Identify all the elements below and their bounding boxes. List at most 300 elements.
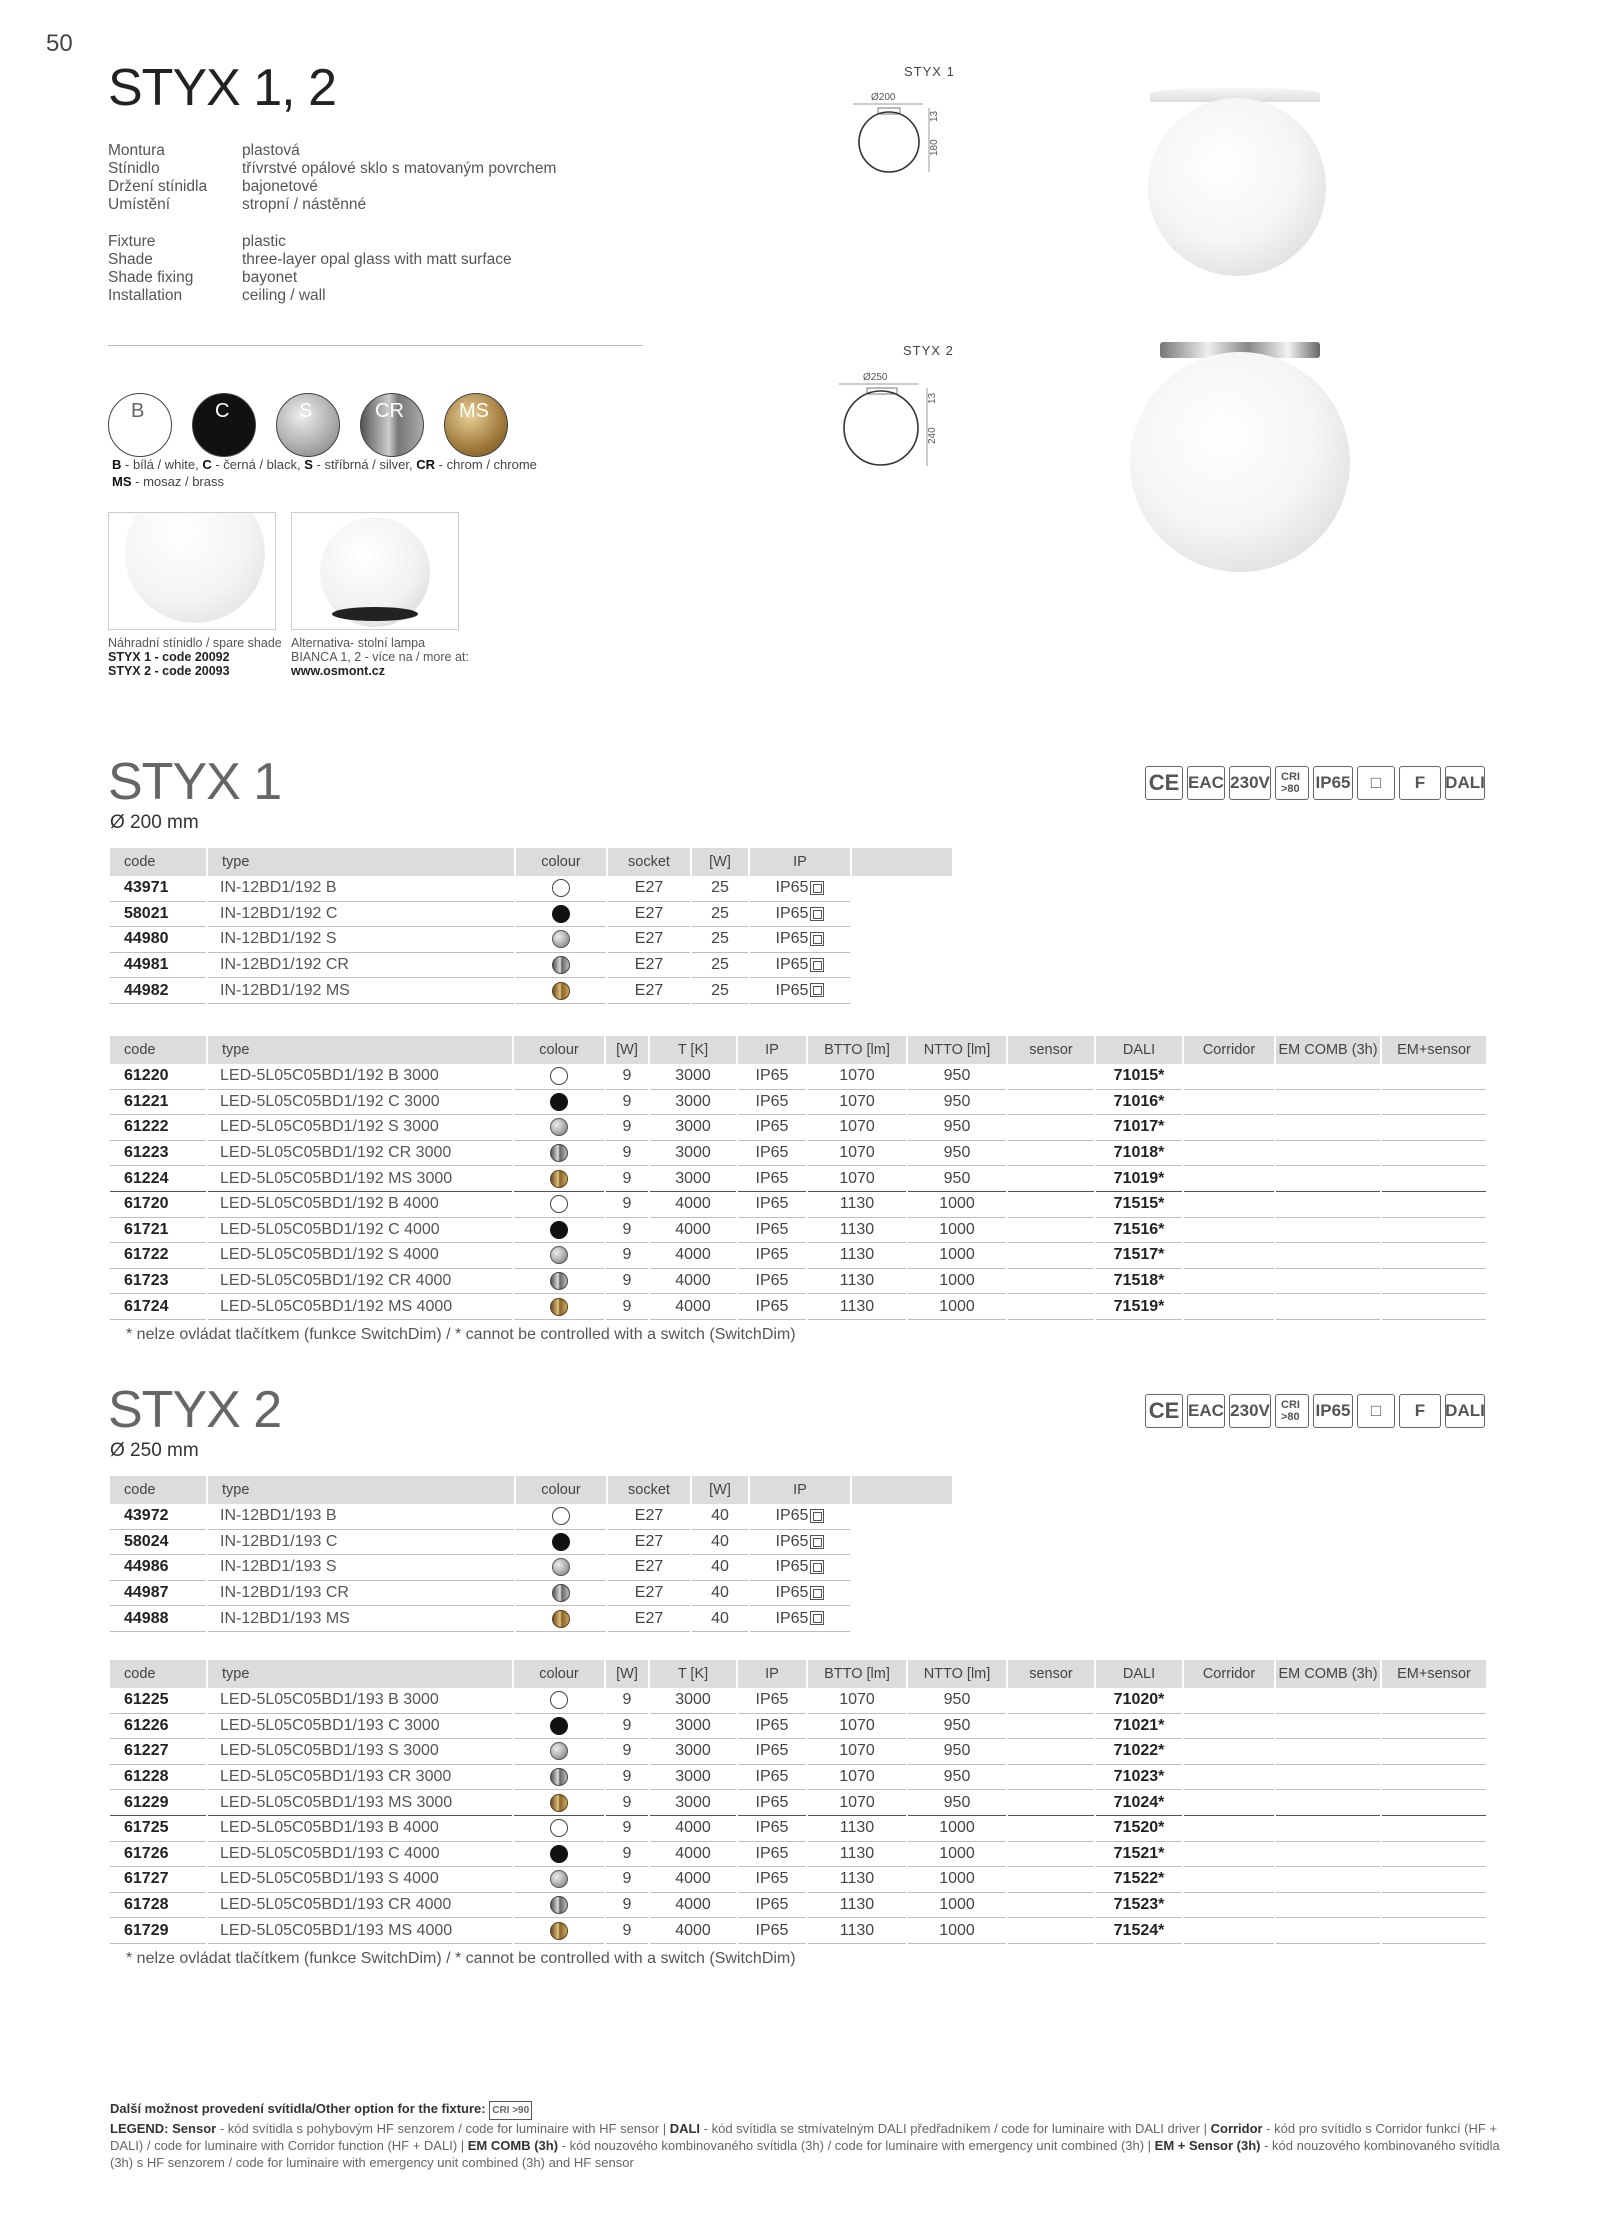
table-cell: 9 [606, 1739, 648, 1765]
table-cell [1184, 1765, 1274, 1791]
table-cell [1276, 1218, 1380, 1244]
table-cell: 4000 [650, 1218, 736, 1244]
table-cell: 40 [692, 1530, 748, 1556]
colour-dot-c [550, 1717, 568, 1735]
table-cell: 4000 [650, 1918, 736, 1944]
table-cell: 9 [606, 1918, 648, 1944]
table-cell [1382, 1218, 1486, 1244]
swatch-s [276, 393, 340, 457]
table-cell: LED-5L05C05BD1/193 B 3000 [208, 1688, 512, 1714]
table-cell: 9 [606, 1269, 648, 1295]
table-cell: 1130 [808, 1816, 906, 1842]
table-cell [514, 1141, 604, 1167]
cert-icon-2: 230V [1229, 1394, 1271, 1428]
column-header: IP [738, 1036, 806, 1064]
colour-dot-c [552, 905, 570, 923]
table-cell: 71015* [1096, 1064, 1182, 1090]
table-cell: 1130 [808, 1918, 906, 1944]
table-cell [1008, 1688, 1094, 1714]
column-header: DALI [1096, 1036, 1182, 1064]
table-cell [514, 1893, 604, 1919]
spec-key: Installation [108, 287, 183, 304]
table-cell: 1130 [808, 1842, 906, 1868]
spec-row [108, 233, 512, 251]
swatch-cr [360, 393, 424, 457]
table-cell: 9 [606, 1790, 648, 1816]
table-cell: LED-5L05C05BD1/193 MS 3000 [208, 1790, 512, 1816]
table-cell: E27 [608, 1555, 690, 1581]
section-title-styx1: STYX 1 [108, 753, 282, 811]
cert-icon-5: □ [1357, 766, 1395, 800]
table-cell: 950 [908, 1790, 1006, 1816]
table-cell: 9 [606, 1243, 648, 1269]
page-number: 50 [46, 30, 73, 57]
column-header: Corridor [1184, 1660, 1274, 1688]
table-cell: 3000 [650, 1166, 736, 1192]
ip-rating: IP65 [775, 1507, 809, 1525]
colour-dot-ms [550, 1922, 568, 1940]
table-cell: 1070 [808, 1166, 906, 1192]
table-cell: 40 [692, 1504, 748, 1530]
table-cell: IN-12BD1/192 B [208, 876, 514, 902]
footnote-styx2: * nelze ovládat tlačítkem (funkce SwitchDim) / * cannot be controlled with a switch (SwitchDim) [126, 1950, 796, 1967]
table-cell: 4000 [650, 1893, 736, 1919]
swatch-b [108, 393, 172, 457]
table-cell: 40 [692, 1581, 748, 1607]
table-row [110, 1606, 952, 1632]
table-cell [1382, 1166, 1486, 1192]
ip-rating: IP65 [775, 981, 809, 999]
table-cell: 9 [606, 1842, 648, 1868]
dimension-base-styx2: 13 [927, 392, 938, 404]
table-cell [1382, 1918, 1486, 1944]
table-cell: 1070 [808, 1765, 906, 1791]
table-cell: IP65 [738, 1141, 806, 1167]
table-cell [514, 1064, 604, 1090]
table-cell: 71516* [1096, 1218, 1182, 1244]
class-ii-icon [810, 958, 824, 972]
table-cell [1276, 1064, 1380, 1090]
table-cell: LED-5L05C05BD1/193 S 4000 [208, 1867, 512, 1893]
section-title-styx2: STYX 2 [108, 1381, 282, 1439]
drawing-label-styx1: STYX 1 [904, 64, 955, 79]
table-cell: 9 [606, 1893, 648, 1919]
colour-dot-b [550, 1195, 568, 1213]
table-cell [514, 1867, 604, 1893]
table-cell: 3000 [650, 1141, 736, 1167]
spec-row [108, 251, 512, 269]
table-cell [750, 902, 850, 928]
table-cell [852, 1581, 952, 1607]
table-cell [1276, 1141, 1380, 1167]
table-cell [1184, 1739, 1274, 1765]
table-cell: 1130 [808, 1218, 906, 1244]
table-cell: 25 [692, 978, 748, 1004]
specs-cz [108, 142, 556, 214]
table-row [110, 1064, 1486, 1090]
table-cell [1184, 1192, 1274, 1218]
table-lamp-caption: Alternativa- stolní lampa BIANCA 1, 2 - více na / more at: www.osmont.cz [291, 636, 469, 678]
column-header: type [208, 1476, 514, 1504]
spec-value: plastic [242, 233, 286, 250]
table-cell [1184, 1842, 1274, 1868]
table-cell [852, 1555, 952, 1581]
table-cell: 71520* [1096, 1816, 1182, 1842]
table-cell: 1070 [808, 1064, 906, 1090]
column-header: EM+sensor [1382, 1036, 1486, 1064]
table-cell: E27 [608, 876, 690, 902]
table-cell: 1070 [808, 1790, 906, 1816]
certification-icons-styx2 [1145, 1394, 1485, 1428]
table-cell [514, 1688, 604, 1714]
table-cell: 9 [606, 1192, 648, 1218]
technical-drawing-styx1 [845, 88, 945, 188]
table-cell: 61229 [110, 1790, 206, 1816]
table-cell: E27 [608, 1581, 690, 1607]
table-cell [1008, 1192, 1094, 1218]
table-cell [516, 1581, 606, 1607]
table-cell: 1000 [908, 1294, 1006, 1320]
swatch-label: S [299, 400, 313, 422]
column-header [852, 1476, 952, 1504]
table-cell [1382, 1893, 1486, 1919]
table-cell: 43972 [110, 1504, 206, 1530]
column-header: socket [608, 1476, 690, 1504]
column-header: NTTO [lm] [908, 1660, 1006, 1688]
table-cell: LED-5L05C05BD1/193 CR 3000 [208, 1765, 512, 1791]
table-cell: 9 [606, 1141, 648, 1167]
table-cell: IP65 [738, 1688, 806, 1714]
table-cell [516, 1530, 606, 1556]
table-cell: 61223 [110, 1141, 206, 1167]
table-cell [1184, 1243, 1274, 1269]
colour-dot-ms [552, 1610, 570, 1628]
spec-key: Umístění [108, 196, 171, 213]
spec-row [108, 178, 556, 196]
table-cell: 61221 [110, 1090, 206, 1116]
table-cell: 44981 [110, 953, 206, 979]
column-header: IP [750, 848, 850, 876]
table-cell [516, 953, 606, 979]
table-cell [1382, 1714, 1486, 1740]
table-cell [750, 1530, 850, 1556]
column-header: type [208, 848, 514, 876]
table-cell: IP65 [738, 1918, 806, 1944]
table-cell: IP65 [738, 1115, 806, 1141]
table-cell [1276, 1688, 1380, 1714]
spec-value: three-layer opal glass with matt surface [242, 251, 512, 268]
table-row [110, 1504, 952, 1530]
table-cell: IP65 [738, 1192, 806, 1218]
table-cell [1184, 1790, 1274, 1816]
table-cell [1184, 1064, 1274, 1090]
table-cell: IN-12BD1/192 MS [208, 978, 514, 1004]
swatch-label: MS [459, 400, 489, 422]
table-cell: 58021 [110, 902, 206, 928]
colour-dot-ms [552, 982, 570, 1000]
table-cell [1008, 1842, 1094, 1868]
table-cell: 9 [606, 1218, 648, 1244]
column-header [852, 848, 952, 876]
table-cell: IN-12BD1/193 CR [208, 1581, 514, 1607]
table-cell [852, 1504, 952, 1530]
section-diameter-styx2: Ø 250 mm [110, 1440, 199, 1461]
table-cell [514, 1090, 604, 1116]
table-cell: 71021* [1096, 1714, 1182, 1740]
colour-dot-b [552, 1507, 570, 1525]
table-cell [516, 1504, 606, 1530]
specs-en [108, 233, 512, 305]
table-cell: 71024* [1096, 1790, 1182, 1816]
table-cell: LED-5L05C05BD1/192 S 3000 [208, 1115, 512, 1141]
dimension-diameter-styx1: Ø200 [871, 92, 896, 103]
cert-icon-4: IP65 [1313, 766, 1353, 800]
led-table-styx1 [108, 1036, 1488, 1320]
table-cell: LED-5L05C05BD1/192 CR 3000 [208, 1141, 512, 1167]
table-cell [1382, 1790, 1486, 1816]
table-cell: E27 [608, 978, 690, 1004]
table-cell: LED-5L05C05BD1/193 S 3000 [208, 1739, 512, 1765]
table-cell: 71016* [1096, 1090, 1182, 1116]
table-cell: 3000 [650, 1739, 736, 1765]
table-cell: 1130 [808, 1192, 906, 1218]
table-cell: IP65 [738, 1714, 806, 1740]
table-cell [1382, 1269, 1486, 1295]
spec-row [108, 196, 556, 214]
table-cell: 61721 [110, 1218, 206, 1244]
table-cell: E27 [608, 1504, 690, 1530]
table-cell: 950 [908, 1166, 1006, 1192]
table-cell: 71515* [1096, 1192, 1182, 1218]
table-row [110, 1555, 952, 1581]
table-cell: 3000 [650, 1115, 736, 1141]
table-cell [1184, 1166, 1274, 1192]
table-cell: 1000 [908, 1867, 1006, 1893]
table-cell [1276, 1790, 1380, 1816]
spec-key: Fixture [108, 233, 156, 250]
table-cell: 44988 [110, 1606, 206, 1632]
spec-row [108, 269, 512, 287]
table-cell: 9 [606, 1688, 648, 1714]
cert-icon-6: F [1399, 1394, 1441, 1428]
table-row [110, 1269, 1486, 1295]
table-cell: 9 [606, 1115, 648, 1141]
table-cell [1276, 1867, 1380, 1893]
table-row [110, 1714, 1486, 1740]
colour-dot-s [550, 1246, 568, 1264]
table-cell [1382, 1192, 1486, 1218]
table-cell: 71023* [1096, 1765, 1182, 1791]
table-cell [1008, 1816, 1094, 1842]
column-header: colour [516, 848, 606, 876]
table-cell: LED-5L05C05BD1/193 C 3000 [208, 1714, 512, 1740]
table-row [110, 1867, 1486, 1893]
table-cell [1184, 1714, 1274, 1740]
table-cell: 71521* [1096, 1842, 1182, 1868]
table-cell: 3000 [650, 1090, 736, 1116]
table-cell [514, 1218, 604, 1244]
table-cell: 4000 [650, 1294, 736, 1320]
divider [108, 345, 643, 346]
table-cell: LED-5L05C05BD1/192 MS 4000 [208, 1294, 512, 1320]
table-row [110, 1816, 1486, 1842]
class-ii-icon [810, 983, 824, 997]
table-cell: 9 [606, 1714, 648, 1740]
footnote-styx1: * nelze ovládat tlačítkem (funkce SwitchDim) / * cannot be controlled with a switch (SwitchDim) [126, 1326, 796, 1343]
spec-row [108, 287, 512, 305]
table-cell [750, 1581, 850, 1607]
table-cell: 61225 [110, 1688, 206, 1714]
table-cell: 61222 [110, 1115, 206, 1141]
table-cell: 43971 [110, 876, 206, 902]
column-header: colour [514, 1660, 604, 1688]
colour-dot-ms [550, 1794, 568, 1812]
table-cell: 71522* [1096, 1867, 1182, 1893]
table-cell: 44982 [110, 978, 206, 1004]
dimension-diameter-styx2: Ø250 [863, 372, 888, 383]
table-cell [1184, 1688, 1274, 1714]
table-row [110, 927, 952, 953]
table-cell [1382, 1064, 1486, 1090]
ip-rating: IP65 [775, 1558, 809, 1576]
table-cell [852, 876, 952, 902]
table-cell: E27 [608, 1606, 690, 1632]
colour-dot-b [552, 879, 570, 897]
table-cell: E27 [608, 927, 690, 953]
column-header: code [110, 1476, 206, 1504]
table-cell [514, 1269, 604, 1295]
table-cell [514, 1115, 604, 1141]
column-header: EM+sensor [1382, 1660, 1486, 1688]
class-ii-icon [810, 932, 824, 946]
spare-shade-caption: Náhradní stínidlo / spare shade STYX 1 - code 20092 STYX 2 - code 20093 [108, 636, 282, 678]
led-table-styx2 [108, 1660, 1488, 1944]
table-cell [514, 1918, 604, 1944]
spec-key: Stínidlo [108, 160, 160, 177]
class-ii-icon [810, 1535, 824, 1549]
table-cell: IN-12BD1/192 CR [208, 953, 514, 979]
colour-dot-c [550, 1093, 568, 1111]
table-cell: IN-12BD1/193 MS [208, 1606, 514, 1632]
column-header: BTTO [lm] [808, 1660, 906, 1688]
table-lamp-image [291, 512, 459, 630]
column-header: IP [738, 1660, 806, 1688]
table-cell: E27 [608, 1530, 690, 1556]
table-cell [1276, 1166, 1380, 1192]
table-cell: 950 [908, 1115, 1006, 1141]
table-cell: 1130 [808, 1243, 906, 1269]
table-row [110, 1893, 1486, 1919]
product-photo-styx2 [1130, 352, 1350, 572]
table-cell: LED-5L05C05BD1/192 B 3000 [208, 1064, 512, 1090]
ip-rating: IP65 [775, 956, 809, 974]
table-row [110, 1842, 1486, 1868]
table-cell: 25 [692, 953, 748, 979]
colour-dot-c [552, 1533, 570, 1551]
drawing-label-styx2: STYX 2 [903, 343, 954, 358]
table-cell [1276, 1115, 1380, 1141]
table-cell: 61722 [110, 1243, 206, 1269]
column-header: BTTO [lm] [808, 1036, 906, 1064]
table-cell: IP65 [738, 1842, 806, 1868]
table-cell [1008, 1714, 1094, 1740]
table-cell [516, 927, 606, 953]
table-cell [1008, 1243, 1094, 1269]
column-header: [W] [692, 1476, 748, 1504]
swatch-label: B [131, 400, 145, 422]
table-cell [514, 1842, 604, 1868]
table-cell [1382, 1765, 1486, 1791]
table-cell: 1000 [908, 1893, 1006, 1919]
table-cell: 61228 [110, 1765, 206, 1791]
table-cell [750, 1504, 850, 1530]
cert-icon-7: DALI [1445, 1394, 1485, 1428]
table-cell [1276, 1739, 1380, 1765]
table-cell: 3000 [650, 1790, 736, 1816]
spec-key: Montura [108, 142, 165, 159]
table-cell: 1000 [908, 1918, 1006, 1944]
bulb-table-styx2 [108, 1476, 954, 1632]
table-cell [1008, 1141, 1094, 1167]
ip-rating: IP65 [775, 1609, 809, 1627]
table-cell [750, 927, 850, 953]
table-cell: 71517* [1096, 1243, 1182, 1269]
colour-dot-cr [550, 1144, 568, 1162]
table-cell: 9 [606, 1166, 648, 1192]
table-cell: E27 [608, 953, 690, 979]
column-header: colour [514, 1036, 604, 1064]
column-header: sensor [1008, 1660, 1094, 1688]
table-cell: 1000 [908, 1269, 1006, 1295]
table-cell [1276, 1294, 1380, 1320]
spec-key: Držení stínidla [108, 178, 208, 195]
table-cell [1184, 1218, 1274, 1244]
table-cell [750, 978, 850, 1004]
spec-row [108, 142, 556, 160]
table-cell [1382, 1842, 1486, 1868]
table-cell: 1070 [808, 1739, 906, 1765]
column-header: [W] [606, 1660, 648, 1688]
table-cell: 1070 [808, 1090, 906, 1116]
table-cell: 950 [908, 1688, 1006, 1714]
spec-value: plastová [242, 142, 300, 159]
colour-dot-s [550, 1118, 568, 1136]
spare-shade-image [108, 512, 276, 630]
cert-icon-0: CE [1145, 766, 1183, 800]
column-header: type [208, 1660, 512, 1688]
table-cell: 71524* [1096, 1918, 1182, 1944]
table-cell: 61725 [110, 1816, 206, 1842]
table-row [110, 1141, 1486, 1167]
column-header: Corridor [1184, 1036, 1274, 1064]
column-header: code [110, 848, 206, 876]
table-cell [514, 1790, 604, 1816]
column-header: code [110, 1660, 206, 1688]
table-cell [514, 1294, 604, 1320]
table-cell [1184, 1090, 1274, 1116]
colour-dot-b [550, 1691, 568, 1709]
table-row [110, 1243, 1486, 1269]
cert-icon-6: F [1399, 766, 1441, 800]
column-header: code [110, 1036, 206, 1064]
table-cell [750, 1606, 850, 1632]
table-cell [514, 1714, 604, 1740]
table-cell [1184, 1269, 1274, 1295]
table-row [110, 1218, 1486, 1244]
table-cell: 71518* [1096, 1269, 1182, 1295]
table-cell: 61724 [110, 1294, 206, 1320]
cert-icon-4: IP65 [1313, 1394, 1353, 1428]
